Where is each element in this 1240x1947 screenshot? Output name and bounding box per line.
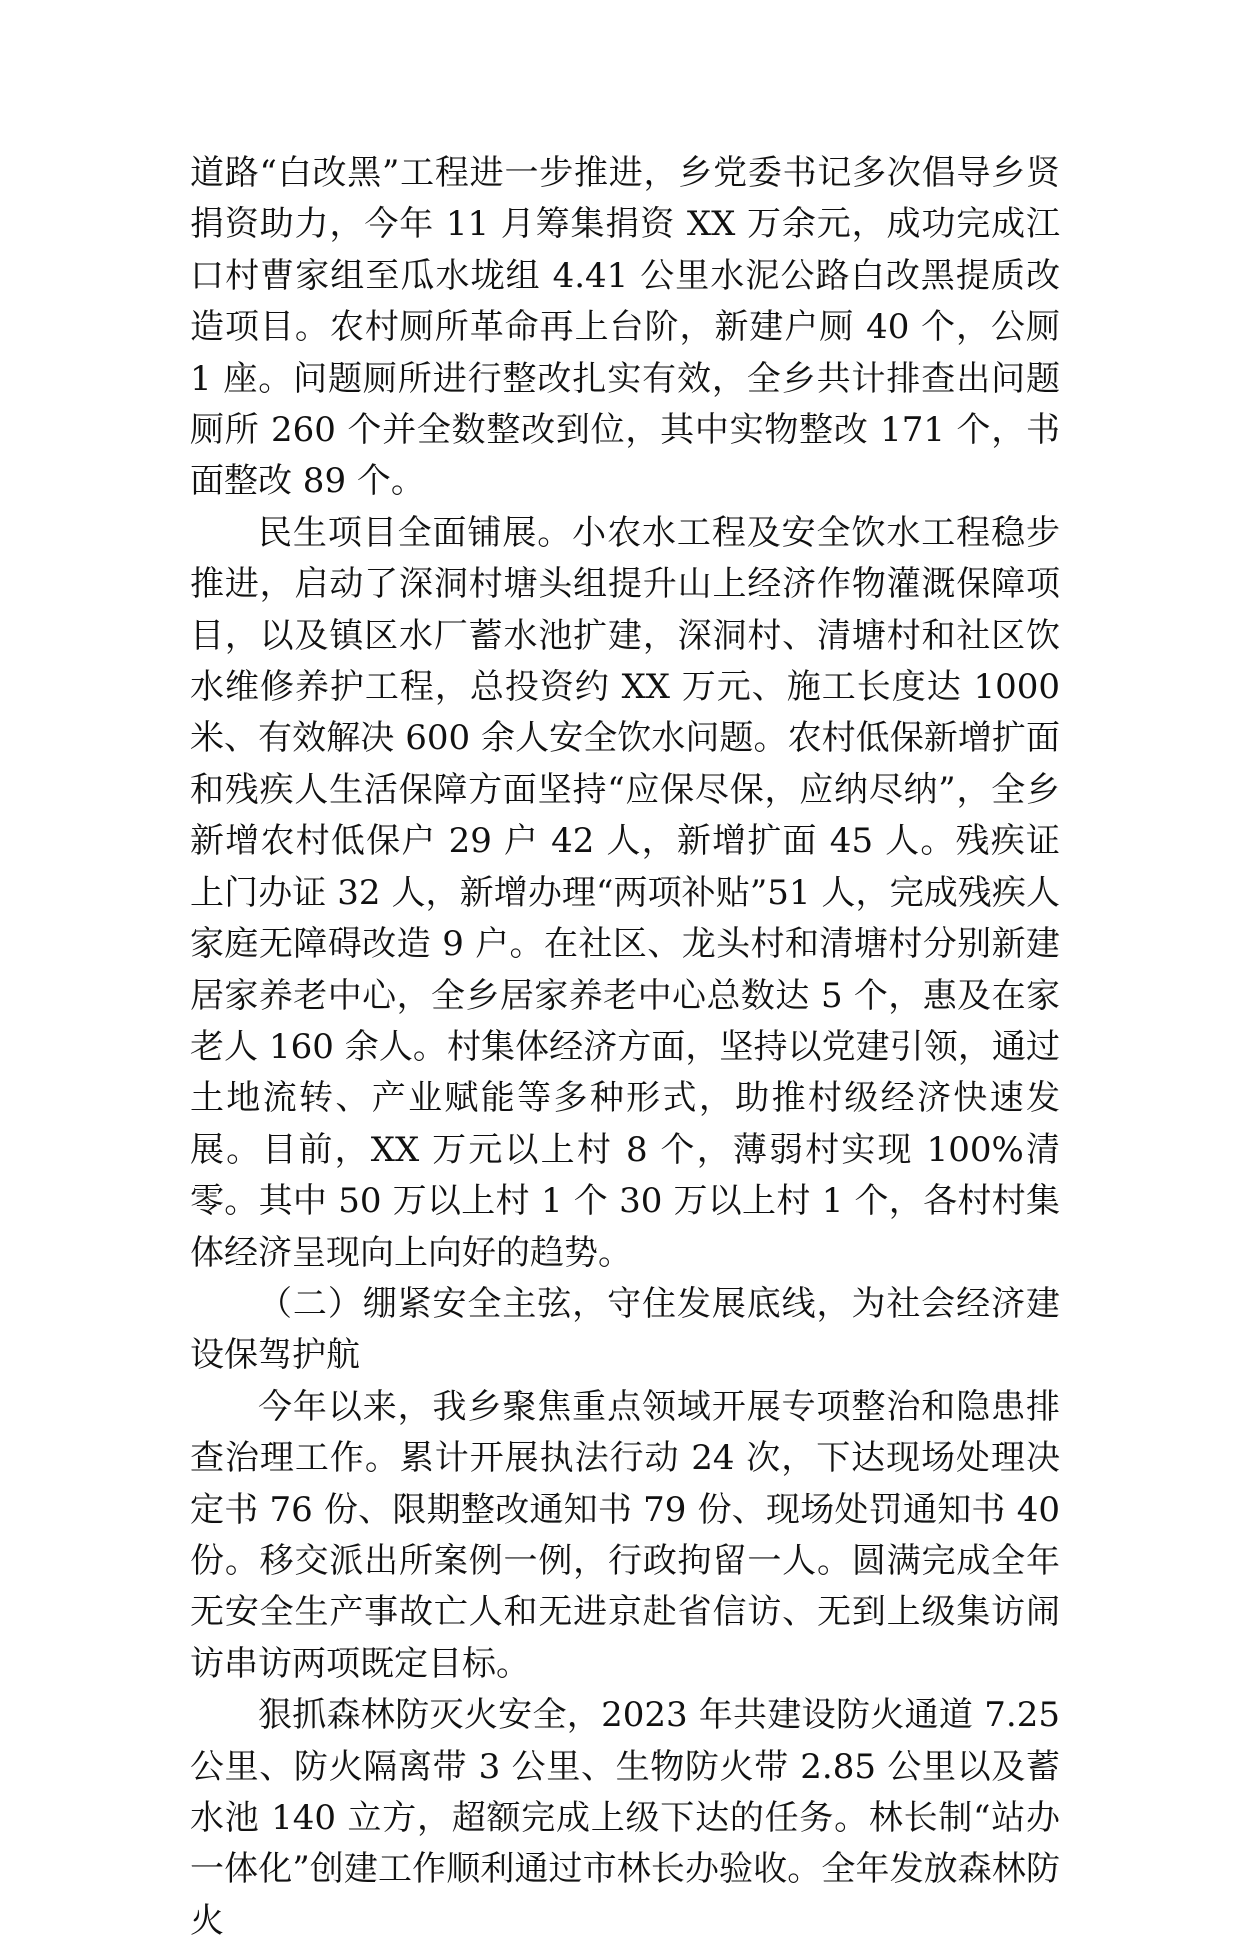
paragraph-special-rectification: 今年以来，我乡聚焦重点领域开展专项整治和隐患排查治理工作。累计开展执法行动 24 次，下达现场处理决定书 76 份、限期整改通知书 79 份、现场处罚通知书 40 份。移交派出所案例一例，行政拘留一人。圆满完成全年无安全生产事故亡人和无进京赴省信访、无到上级集访闹访串访两项既定目标。 — [190, 1386, 1060, 1684]
paragraph-road-and-toilet: 道路“白改黑”工程进一步推进，乡党委书记多次倡导乡贤捐资助力，今年 11 月筹集捐资 XX 万余元，成功完成江口村曹家组至瓜水垅组 4.41 公里水泥公路白改黑提质改造项目。农村厕所革命再上台阶，新建户厕 40 个，公厕 1 座。问题厕所进行整改扎实有效，全乡共计排查出问题厕所 260 个并全数整改到位，其中实物整改 171 个，书面整改 89 个。 — [190, 153, 1060, 502]
paragraph-livelihood-projects: 民生项目全面铺展。小农水工程及安全饮水工程稳步推进，启动了深洞村塘头组提升山上经济作物灌溉保障项目，以及镇区水厂蓄水池扩建，深洞村、清塘村和社区饮水维修养护工程，总投资约 XX 万元、施工长度达 1000 米、有效解决 600 余人安全饮水问题。农村低保新增扩面和残疾人生活保障方面坚持“应保尽保，应纳尽纳”，全乡新增农村低保户 29 户 42 人，新增扩面 45 人。残疾证上门办证 32 人，新增办理“两项补贴”51 人，完成残疾人家庭无障碍改造 9 户。在社区、龙头村和清塘村分别新建居家养老中心，全乡居家养老中心总数达 5 个，惠及在家老人 160 余人。村集体经济方面，坚持以党建引领，通过土地流转、产业赋能等多种形式，助推村级经济快速发展。目前，XX 万元以上村 8 个，薄弱村实现 100%清零。其中 50 万以上村 1 个 30 万以上村 1 个，各村村集体经济呈现向上向好的趋势。 — [190, 512, 1060, 1273]
body-text — [190, 148, 1060, 1947]
paragraph-forest-fire-prevention: 狠抓森林防灭火安全，2023 年共建设防火通道 7.25 公里、防火隔离带 3 公里、生物防火带 2.85 公里以及蓄水池 140 立方，超额完成上级下达的任务。林长制“站办一体化”创建工作顺利通过市林长办验收。全年发放森林防火 — [190, 1695, 1060, 1941]
section-heading-safety: （二）绷紧安全主弦，守住发展底线，为社会经济建设保驾护航 — [190, 1283, 1060, 1376]
